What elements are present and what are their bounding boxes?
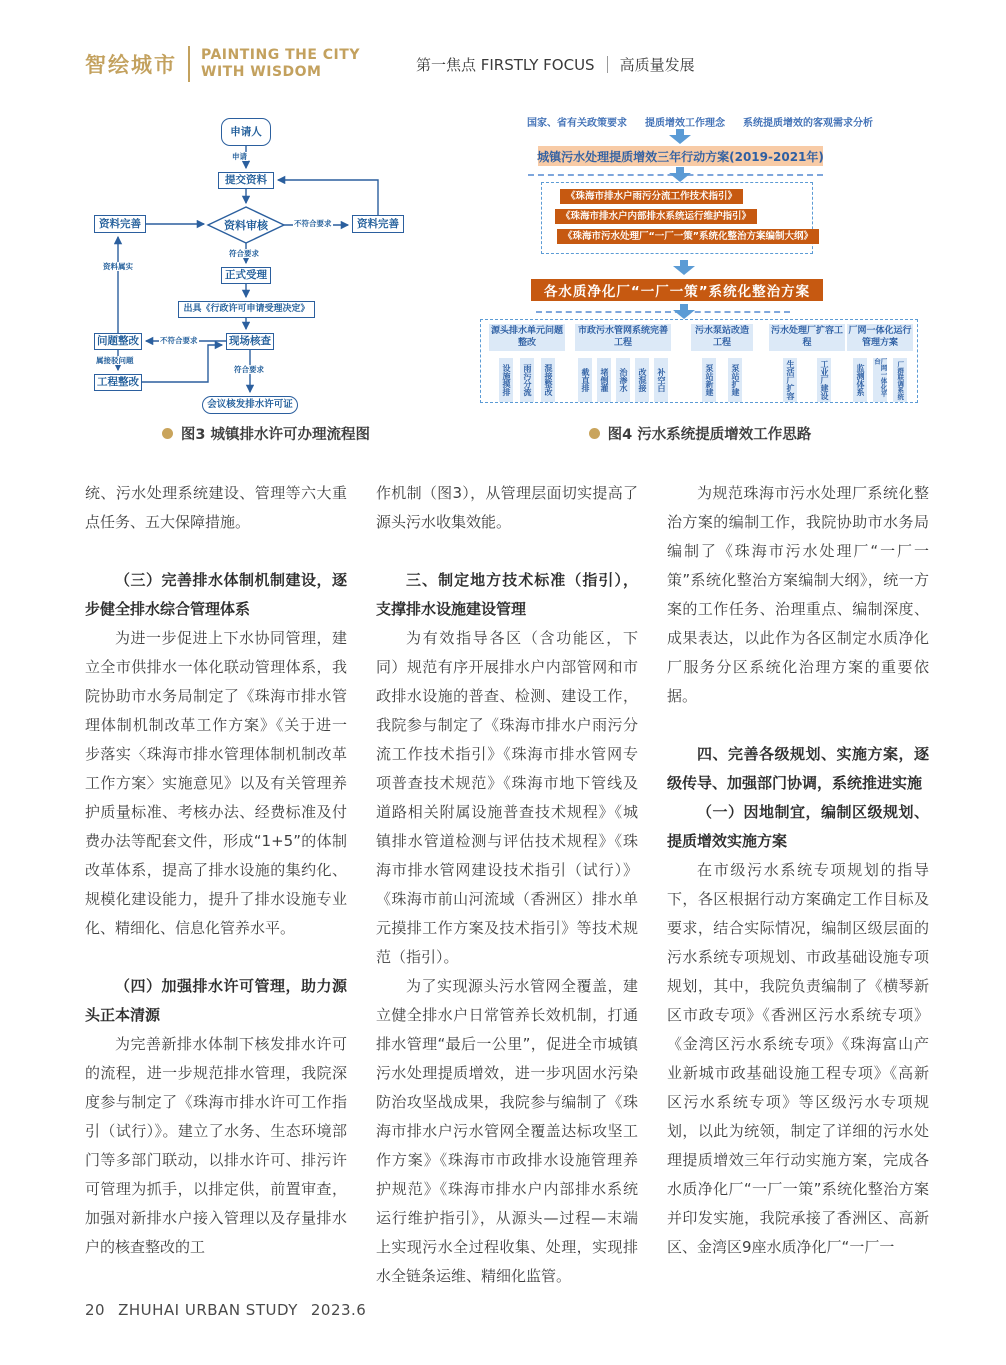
figure4-diagram: [470, 112, 930, 418]
down-arrow-icon: [669, 167, 691, 182]
fig4-item: 工业厂建设: [817, 358, 831, 402]
fig4-group-items: [847, 358, 913, 402]
paragraph: 在市级污水系统专项规划的指导下，各区根据行动方案确定工作目标及要求，结合实际情况，编制区级层面的污水系统专项规划、市政基础设施专项规划，其中，我院负责编制了《横琴新区市政专项》《香洲区污水系统专项》《金湾区污水系统专项》《珠海富山产业新城市政基础设施工程专项》《高新区污水系统专项》等区级污水专项规划，以此为统领，制定了详细的污水处理提质增效三年行动实施方案，完成各水质净化厂“一厂一策”系统化整治方案并印发实施，我院承接了香洲区、高新区、金湾区9座水质净化厂“一厂一: [667, 861, 929, 1256]
figure3-caption-text: 图3 城镇排水许可办理流程图: [180, 427, 371, 443]
fig4-item: 混接整改: [541, 358, 555, 402]
fig4-guide-3: 《珠海市污水处理厂“一厂一策”系统化整治方案编制大纲》: [557, 229, 819, 244]
edge-label-meet-1: 符合要求: [229, 249, 259, 258]
edge-label-not-meet-1: 不符合要求: [294, 219, 332, 228]
down-arrow-icon: [673, 304, 695, 319]
logo-divider: [188, 46, 190, 82]
section-title: 第一焦点 FIRSTLY FOCUS: [415, 55, 595, 74]
flow-node-perfect-right: 资料完善: [352, 215, 404, 233]
caption-bullet-icon: [162, 428, 173, 439]
column-3: [667, 479, 929, 1291]
fig4-main-plan-bar: 各水质净化厂“一厂一策”系统化整治方案: [531, 279, 823, 301]
caption-bullet-icon: [589, 428, 600, 439]
fig4-item: 厂网一体化平台: [873, 358, 887, 402]
fig4-group-source: [489, 324, 565, 402]
fig4-item: 堵倒灌: [597, 358, 611, 402]
fig4-item: 截直排: [578, 358, 592, 402]
article-body: [85, 479, 928, 1291]
edge-label-conn-issue: 属接驳问题: [96, 356, 134, 365]
fig4-group-items: [769, 358, 845, 402]
fig4-input-2: 提质增效工作理念: [645, 118, 725, 129]
flow-node-cert: 会议核发排水许可证: [202, 396, 298, 414]
fig4-inputs-row: [470, 114, 930, 129]
edge-label-data-true: 资料属实: [103, 262, 133, 271]
fig4-group-plant: [769, 324, 845, 402]
paragraph: 为完善新排水体制下核发排水许可的流程，进一步规范排水管理，我院深度参与制定了《珠海市排水许可工作指引（试行）》。建立了水务、生态环境部门等多部门联动，以排水许可、排污许可管理为抓手，以排定供，前置审查，加强对新排水户接入管理以及存量排水户的核查整改的工: [85, 1035, 347, 1256]
paragraph: 统、污水处理系统建设、管理等六大重点任务、五大保障措施。: [85, 484, 347, 531]
section-heading: 四、完善各级规划、实施方案，逐级传导、加强部门协调，系统推进实施: [667, 745, 929, 792]
paragraph: 作机制（图3），从管理层面切实提高了源头污水收集效能。: [376, 484, 638, 531]
page-number: 20: [85, 1301, 106, 1319]
header-divider: [607, 56, 608, 73]
section-heading: （四）加强排水许可管理，助力源头正本清源: [85, 977, 347, 1024]
paragraph: 为进一步促进上下水协同管理，建立全市供排水一体化联动管理体系，我院协助市水务局制定了《珠海市排水管理体制机制改革工作方案》《关于进一步落实〈珠海市排水管理体制机制改革工作方案〉实施意见》以及有关管理养护质量标准、考核办法、经费标准及付费办法等配套文件，形成“1+5”的体制改革体系，提高了排水设施的集约化、规模化建设能力，提升了排水设施专业化、精细化、信息化管养水平。: [85, 629, 347, 937]
fig4-group-items: [489, 358, 565, 402]
fig4-item: 设施摸排: [499, 358, 513, 402]
column-1: [85, 479, 347, 1291]
column-2: [376, 479, 638, 1291]
page-header: [85, 46, 695, 82]
edge-label-meet-2: 符合要求: [234, 365, 264, 374]
fig4-group-integrated: [847, 324, 913, 402]
flow-node-decision: 出具《行政许可申请受理决定》: [178, 301, 315, 318]
fig4-group-title: 厂网一体化运行管理方案: [847, 324, 913, 351]
flow-node-problem: 问题整改: [94, 333, 142, 350]
section-heading: （三）完善排水体制机制建设，逐步健全排水综合管理体系: [85, 571, 347, 618]
figure3-flowchart: [85, 112, 447, 418]
journal-logo-en: [201, 47, 360, 81]
journal-name: ZHUHAI URBAN STUDY: [118, 1301, 298, 1319]
fig4-guides-box: [541, 182, 813, 254]
fig4-guide-2: 《珠海市排水户内部排水系统运行维护指引》: [555, 209, 757, 224]
section-heading: 三、制定地方技术标准（指引），支撑排水设施建设管理: [376, 571, 638, 618]
flow-node-perfect-left: 资料完善: [94, 215, 146, 233]
paragraph: 为规范珠海市污水处理厂系统化整治方案的编制工作，我院协助市水务局编制了《珠海市污水处理厂“一厂一策”系统化整治方案编制大纲》，统一方案的工作任务、治理重点、编制深度、成果表达，以此作为各区制定水质净化厂服务分区系统化治理方案的重要依据。: [667, 484, 929, 705]
edge-label-not-meet-2: 不符合要求: [160, 336, 198, 345]
fig4-group-items: [691, 358, 753, 402]
flow-node-submit: 提交资料: [218, 172, 274, 189]
flow-node-project: 工程整改: [94, 374, 142, 391]
fig4-item: 泵站新建: [702, 358, 716, 402]
journal-logo-cn: 智绘城市: [85, 53, 177, 77]
section-topic: 高质量发展: [619, 55, 695, 74]
section-header: [416, 54, 695, 75]
flow-node-accept: 正式受理: [221, 267, 271, 284]
figure4-caption: [470, 423, 930, 444]
flow-node-inspect: 现场核查: [226, 333, 274, 350]
fig4-guide-1: 《珠海市排水户雨污分流工作技术指引》: [560, 189, 743, 204]
flow-node-review: 资料审核: [224, 219, 268, 232]
fig4-measures-box: [480, 319, 918, 403]
fig4-group-items: [575, 358, 671, 402]
section-heading: （一）因地制宜，编制区级规划、提质增效实施方案: [667, 803, 929, 850]
paragraph: 为有效指导各区（含功能区，下同）规范有序开展排水户内部管网和市政排水设施的普查、检测、建设工作，我院参与制定了《珠海市排水户雨污分流工作技术指引》《珠海市排水管网专项普查技术规范》《珠海市地下管线及道路相关附属设施普查技术规程》《城镇排水管道检测与评估技术规程》《珠海市排水管网建设技术指引（试行）》《珠海市前山河流域（香洲区）排水单元摸排工作方案及技术指引》等技术规范（指引）。: [376, 629, 638, 966]
logo-en-line1: PAINTING THE CITY: [201, 47, 360, 64]
fig4-group-pump: [691, 324, 753, 402]
fig4-item: 改混接: [635, 358, 649, 402]
down-arrow-icon: [669, 129, 691, 144]
figure3-caption: [85, 423, 447, 444]
fig4-group-title: 源头排水单元问题整改: [489, 324, 565, 351]
fig4-item: 监测体系: [853, 358, 867, 402]
fig4-item: 雨污分流: [520, 358, 534, 402]
down-arrow-icon: [673, 260, 695, 275]
fig4-item: 生活厂扩容: [783, 358, 797, 402]
fig4-input-1: 国家、省有关政策要求: [527, 118, 627, 129]
fig4-input-3: 系统提质增效的客观需求分析: [743, 118, 873, 129]
paragraph: 为了实现源头污水管网全覆盖，建立健全排水户日常管养长效机制，打通排水管理“最后一公里”，促进全市城镇污水处理提质增效，进一步巩固水污染防治攻坚战成果，我院参与编制了《珠海市排水户污水管网全覆盖达标攻坚工作方案》《珠海市市政排水设施管理养护规范》《珠海市排水户内部排水系统运行维护指引》，从源头—过程—末端上实现污水全过程收集、处理，实现排水全链条运维、精细化监管。: [376, 977, 638, 1285]
issue-number: 2023.6: [310, 1301, 367, 1319]
fig4-group-title: 市政污水管网系统完善工程: [575, 324, 671, 351]
flow-node-applicant: 申请人: [221, 118, 271, 146]
fig4-action-plan-box: 城镇污水处理提质增效三年行动方案(2019-2021年): [538, 146, 823, 166]
fig4-group-network: [575, 324, 671, 402]
edge-label-apply: 申请: [232, 152, 247, 161]
page-footer: [85, 1301, 366, 1319]
dashed-line: [536, 311, 790, 313]
fig4-group-title: 污水处理厂扩容工程: [769, 324, 845, 351]
fig4-group-title: 污水泵站改造工程: [691, 324, 753, 351]
fig4-item: 厂群联调系统: [893, 358, 907, 402]
logo-en-line2: WITH WISDOM: [201, 64, 322, 80]
figure4-caption-text: 图4 污水系统提质增效工作思路: [607, 427, 812, 443]
fig4-item: 治渗水: [616, 358, 630, 402]
fig4-item: 补空白: [654, 358, 668, 402]
fig4-item: 泵站扩建: [728, 358, 742, 402]
flowchart-connectors: [85, 112, 447, 418]
